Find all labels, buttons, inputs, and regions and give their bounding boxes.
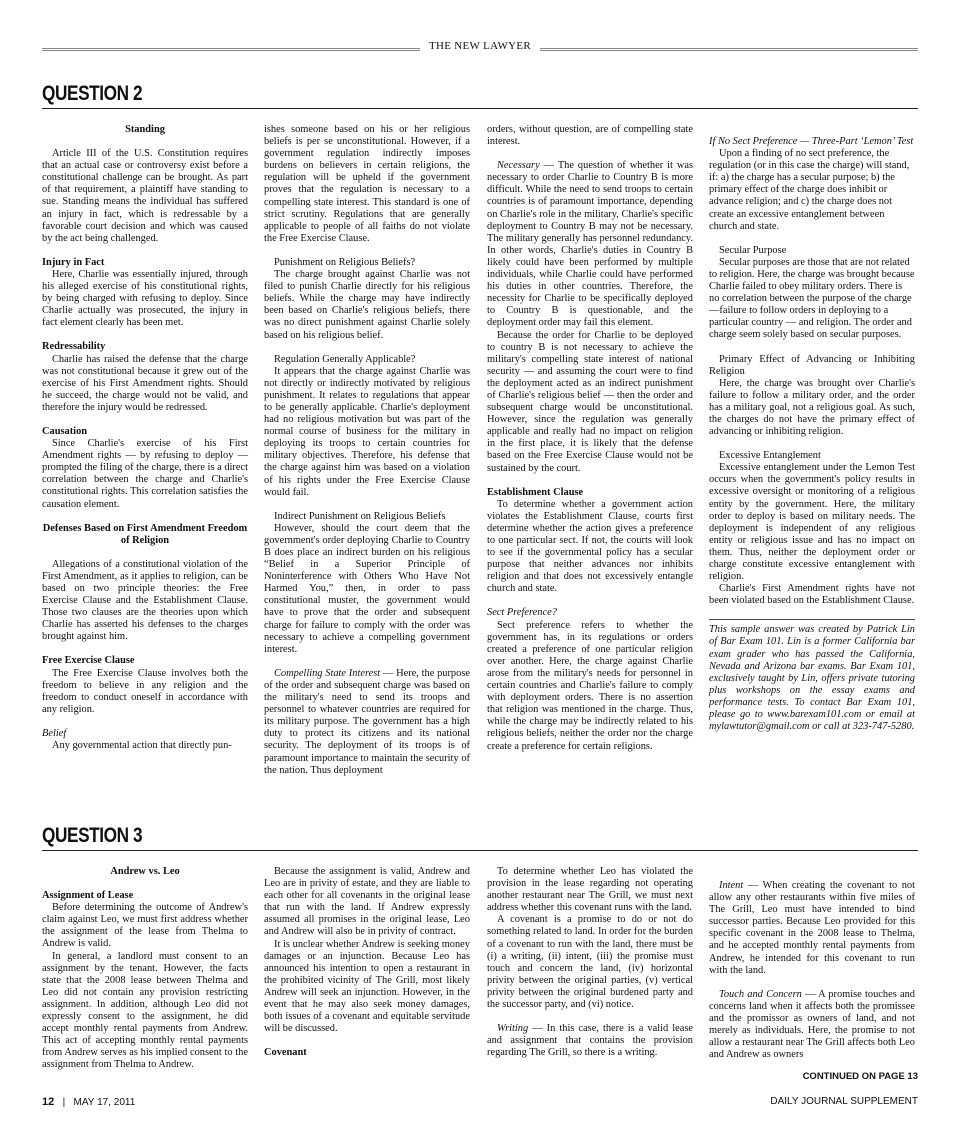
- paragraph: Upon a finding of no sect preference, the regulation (or in this case the charge) will stand, if: a) the charge has a secular purpose; b) the primary effect of the charge does inhibit or advance religion; and c) the charge does not create an excessive entanglement between church and state.: [709, 148, 910, 232]
- q3-column-1: [42, 866, 248, 1072]
- paragraph: [709, 880, 915, 977]
- issue-date: MAY 17, 2011: [73, 1097, 136, 1108]
- spacer: [42, 329, 248, 341]
- paragraph: [264, 668, 470, 777]
- spacer: [709, 342, 915, 354]
- masthead-rule-left: [42, 48, 420, 51]
- paragraph: A covenant is a promise to do or not do something related to land. In order for the burden of a covenant to run with the land, there must be (i) a writing, (ii) intent, (iii) the promise must touch and concern the land, (iv) horizontal privity between the original parties, (v) vertical privity between the original burdened party and the successor party, and (vi) notice.: [487, 914, 693, 1011]
- section-heading: Andrew vs. Leo: [110, 866, 180, 877]
- q3-column-2: [264, 866, 470, 1059]
- paragraph: [487, 160, 693, 329]
- paragraph: Excessive Entanglement: [719, 450, 821, 462]
- paragraph: [487, 1023, 693, 1059]
- continued-notice: CONTINUED ON PAGE 13: [802, 1071, 918, 1082]
- paragraph: Charlie's First Amendment rights have not been violated based on the Establishment Clause.: [709, 583, 915, 607]
- spacer: [709, 438, 915, 450]
- paragraph-text: — In this case, there is a valid lease and assignment that contains the provision regarding The Grill, so there is a writing.: [487, 1023, 693, 1059]
- paragraph: Regulation Generally Applicable?: [274, 353, 416, 365]
- spacer: [709, 233, 915, 245]
- paragraph: It appears that the charge against Charlie was not directly or indirectly motivated by religious punishment. It relates to regulations that appear to be generally applicable. Charlie's deployment had no religious motivation but was part of the normal course of business for the military in deploying its troops to certain countries for military objectives. Therefore, his defense that the charge against him was based on a violation of his rights under the Free Exercise Clause would fail.: [264, 365, 470, 498]
- run-in-heading: Intent: [719, 880, 744, 891]
- paragraph: Since Charlie's exercise of his First Amendment rights — by refusing to deploy —prompted the filing of the charge, there is a direct correlation between the charge and Charlie's constitutional rights. This correlation satisfies the causation element.: [42, 438, 248, 510]
- subheading: Causation: [42, 425, 88, 437]
- paragraph: Punishment on Religious Beliefs?: [274, 256, 416, 268]
- q3-column-4: [709, 880, 915, 1061]
- spacer: [42, 136, 248, 148]
- spacer: [264, 245, 470, 257]
- supplement-label: DAILY JOURNAL SUPPLEMENT: [770, 1096, 918, 1107]
- q2-column-3: [487, 124, 693, 753]
- spacer: [42, 511, 248, 523]
- spacer: [487, 1011, 693, 1023]
- spacer: [264, 342, 470, 354]
- paragraph: Because the order for Charlie to be deployed to country B is not necessary to achieve the military's compelling state interest of national security — and assuming the court were to find the deployment acted as an indirect punishment of Charlie's religious belief — then the order and subsequent charge would be unconstitutional. However, since the regulation was generally applicable and really had no impact on religion in the first place, it is likely that the defense based on the Free Exercise Clause would not be sustained by the court.: [487, 329, 693, 474]
- paragraph-text: — When creating the covenant to not allow any other restaurants within five miles of The Grill, Leo must have intended to bind successor parties. Because Leo provided for this specific covenant in the 2008 lease to Thelma, and he accepted monthly rental payments from Andrew, he intended for this covenant to run with the land.: [709, 880, 915, 976]
- author-byline: This sample answer was created by Patrick Lin of Bar Exam 101. Lin is a former California bar exam grader who has passed the California, Nevada and Arizona bar exams. Bar Exam 101, exclusively taught by Lin, offers private tutoring plus workshops on the essay exams and performance tests. To contact Bar Exam 101, please go to www.barexam101.com or email at mylawtutor@gmail.com or call at 323-747-5280.: [709, 619, 915, 733]
- italic-subheading: Belief: [42, 727, 67, 739]
- spacer: [42, 716, 248, 728]
- run-in-heading: Touch and Concern: [719, 988, 802, 1000]
- paragraph: ishes someone based on his or her religious beliefs is per se unconstitutional. However, if a government regulation indirectly imposes burdens on believers in certain religions, the regulation will be upheld if the government proves that the regulation is necessary to a compelling state interest. This standard is one of strict scrutiny. Regulations that are generally applicable to people of all faiths do not violate the Free Exercise Clause.: [264, 124, 470, 244]
- spacer: [709, 607, 915, 619]
- page-footer: [42, 1092, 918, 1112]
- spacer: [42, 414, 248, 426]
- paragraph: However, should the court deem that the government's order deploying Charlie to Country B does place an indirect burden on his religious “Belief in a Superior Principle of Noninterference with Others Who Have Not Harmed You,” then, in order to pass constitutional muster, the government would have to prove that the order and subsequent charge for failure to comply with the order was necessary to achieve a compelling government interest.: [264, 522, 470, 655]
- spacer: [42, 245, 248, 257]
- spacer: [264, 1035, 470, 1047]
- paragraph: [709, 989, 915, 1062]
- paragraph: To determine whether a government action violates the Establishment Clause, courts first determine whether the action gives a preference to one particular sect. If not, the courts will look to see if the governmental policy has a secular purpose that neither advances nor inhibits religion and that does not excessively entangle church and state.: [487, 498, 693, 595]
- paragraph: orders, without question, are of compelling state interest.: [487, 124, 693, 148]
- subheading: Covenant: [264, 1047, 307, 1059]
- run-in-heading: Necessary: [497, 160, 540, 172]
- paragraph: Primary Effect of Advancing or Inhibiting Religion: [709, 353, 915, 377]
- masthead-rule-right: [540, 48, 918, 51]
- run-in-heading: Writing: [497, 1023, 529, 1035]
- paragraph-text: — Here, the purpose of the order and subsequent charge was based on the military's need to send its troops and personnel to whatever countries are required for its military purpose. The government has a high duty to protect its citizens and its national security. The deployment of its troops is of paramount importance to maintain the security of the nation. Thus deployment: [264, 667, 470, 776]
- question-3-heading: [42, 824, 918, 851]
- footer-left: [42, 1096, 135, 1108]
- subheading: Establishment Clause: [487, 486, 584, 498]
- paragraph: In general, a landlord must consent to an assignment by the tenant. However, the facts state that the 2008 lease between Thelma and Leo did not contain any provision restricting assignment. In addition, although Leo did not expressly consent to the assignment, he did accept monthly rental payments from Andrew. This act of accepting monthly rental payments from Andrew serves as his implied consent to the assignment from Thelma to Andrew.: [42, 950, 248, 1071]
- paragraph: Here, Charlie was essentially injured, through his alleged exercise of his constitutional rights, by being charged with refusing to deploy. Since Charlie actually was prosecuted, the injury in fact element clearly has been met.: [42, 268, 248, 329]
- question-2-title: QUESTION 2: [42, 82, 143, 105]
- publication-title: THE NEW LAWYER: [428, 40, 532, 52]
- paragraph: Charlie has raised the defense that the charge was not constitutional because it grew out of the exercise of his First Amendment rights. Should he succeed, the charge would not be valid, and therefore the injury would be redressed.: [42, 353, 248, 413]
- paragraph: Secular Purpose: [719, 244, 787, 256]
- paragraph: Excessive entanglement under the Lemon Test occurs when the government's policy results in excessive oversight or monitoring of a religious entity by the government. Here, the military order to deploy is based on military needs. The deployment is independent of any religious entity or religious issue and has no impact on them. Thus, neither the deployment order or charge constitute excessive entanglement with religion.: [709, 462, 915, 583]
- paragraph-text: — The question of whether it was necessary to order Charlie to Country B is more difficult. While the need to send troops to certain countries is of paramount importance, depending on Charlie's role in the military, Charlie's specific deployment to Country B may not be necessary. The military generally has personnel redundancy. In other words, Charlie's duties in Country B likely could have been performed by multiple individuals, while Charlie could have performed his duties in other countries. Therefore, the necessity for Charlie to be specifically deployed to Country B is questionable, and the deployment order may fail this element.: [487, 160, 693, 329]
- spacer: [42, 878, 248, 890]
- paragraph: It is unclear whether Andrew is seeking money damages or an injunction. Because Leo has announced his intention to open a restaurant in the prohibited vicinity of The Grill, most likely Andrew will seek an injunction. However, in the event that he may also seek money damages, both issues of a covenant and equitable servitude will be discussed.: [264, 938, 470, 1035]
- paragraph: The Free Exercise Clause involves both the freedom to believe in any religion and the freedom to conduct oneself in accordance with any religion.: [42, 667, 248, 715]
- paragraph-text: — A promise touches and concerns land when it affects both the promissee and the promissor as owners of land, and not merely as individuals. Here, the promise to not allow a restaurant near The Grill affects both Leo and Andrew as owners: [709, 988, 915, 1061]
- subheading: Free Exercise Clause: [42, 655, 135, 667]
- spacer: [487, 475, 693, 487]
- subheading: Injury in Fact: [42, 256, 105, 268]
- spacer: [709, 977, 915, 989]
- spacer: [487, 595, 693, 607]
- paragraph: To determine whether Leo has violated the provision in the lease regarding not operating another restaurant near The Grill, we must next address whether this covenant runs with the land.: [487, 866, 693, 914]
- paragraph: The charge brought against Charlie was not filed to punish Charlie directly for his religious beliefs. While the charge may have indirectly been based on Charlie's religious beliefs, there was no direct punishment against Charlie solely based on his religious belief.: [264, 269, 470, 341]
- spacer: [264, 499, 470, 511]
- italic-subheading: Sect Preference?: [487, 607, 557, 619]
- q2-column-4: [709, 136, 915, 733]
- question-2-heading: [42, 82, 918, 109]
- masthead: [42, 40, 918, 56]
- subheading: Assignment of Lease: [42, 890, 134, 902]
- q2-column-2: [264, 124, 470, 777]
- paragraph: Article III of the U.S. Constitution requires that an actual case or controversy exist before a constitutional challenge can be brought. As part of that requirement, a plaintiff have standing to sue. Standing means the individual has suffered an injury in fact, which is redressable by a favorable court decision and which was caused by the act being challenged.: [42, 148, 248, 244]
- paragraph: Any governmental action that directly pun-: [52, 740, 232, 752]
- footer-separator: |: [62, 1097, 66, 1108]
- paragraph: Because the assignment is valid, Andrew and Leo are in privity of estate, and they are liable to each other for all covenants in the original lease that run with the land. If Andrew expressly assumed all promises in the original lease, Leo and Andrew will also be in privity of contract.: [264, 866, 470, 938]
- q3-column-3: [487, 866, 693, 1059]
- spacer: [42, 643, 248, 655]
- paragraph: Sect preference refers to whether the government has, in its regulations or orders created a preference of one particular religion over another. Here, the charge against Charlie arose from the military's needs for personnel in certain countries and Charlie's failure to comply with deployment orders. There is no assertion that religion was mentioned in the charge. Thus, while the charge may be indirectly related to his religious beliefs, neither the order nor the charge create a preference for certain religions.: [487, 619, 693, 752]
- section-heading: Defenses Based on First Amendment Freedom of Religion: [42, 522, 248, 546]
- section-heading: Standing: [125, 124, 165, 135]
- question-3-title: QUESTION 3: [42, 824, 143, 847]
- paragraph: Secular purposes are those that are not related to religion. Here, the charge was brought because Charlie failed to obey military orders. There is no correlation between the purpose of the charge —failure to follow orders in deploying to a particular country — and religion. The order and charge seem solely based on secular purposes.: [709, 256, 915, 341]
- spacer: [42, 547, 248, 559]
- run-in-heading: Compelling State Interest: [274, 667, 381, 679]
- q2-column-1: [42, 124, 248, 752]
- paragraph: Indirect Punishment on Religious Beliefs: [274, 510, 446, 522]
- subheading: Redressability: [42, 341, 106, 353]
- page-number: 12: [42, 1096, 55, 1108]
- italic-subheading: If No Sect Preference — Three-Part ‘Lemon’ Test: [709, 136, 914, 147]
- spacer: [264, 656, 470, 668]
- paragraph: Here, the charge was brought over Charlie's failure to follow a military order, and the order has a military goal, not a religious goal. As such, the charges do not have the primary effect of advancing or inhibiting religion.: [709, 377, 915, 438]
- paragraph: Allegations of a constitutional violation of the First Amendment, as it applies to religion, can be based on two principle theories: the Free Exercise Clause and the Establishment Clause. Those two clauses are the theories upon which Charlie has asserted his defenses to the charges brought against him.: [42, 558, 248, 643]
- paragraph: Before determining the outcome of Andrew's claim against Leo, we must first address whether the assignment of the lease from Thelma to Andrew is valid.: [42, 902, 248, 950]
- spacer: [487, 148, 693, 160]
